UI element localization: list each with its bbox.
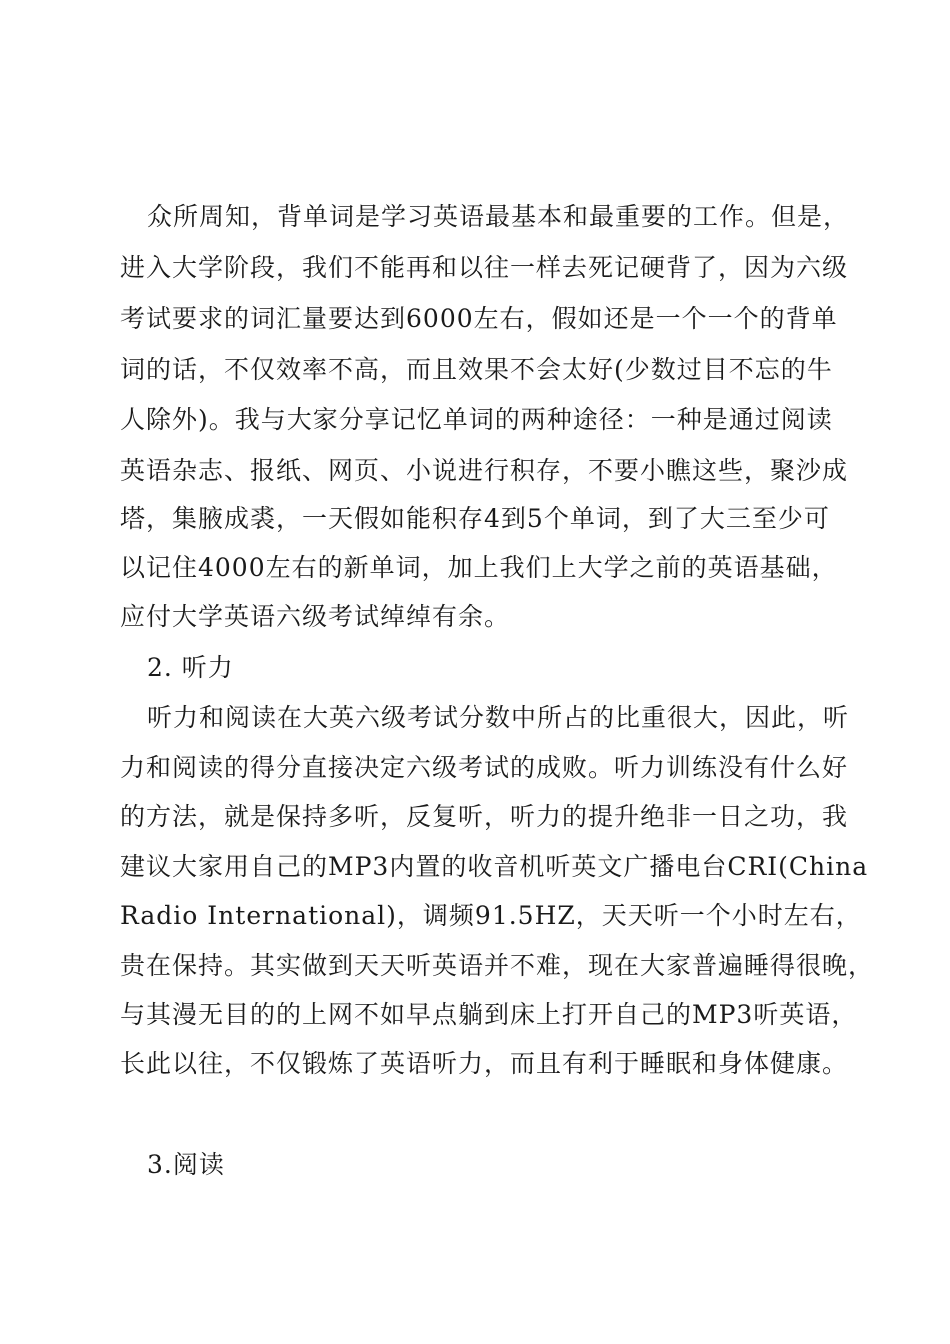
paragraph-vocab-line: 英语杂志、报纸、网页、小说进行积存，不要小瞧这些，聚沙成 xyxy=(120,456,849,485)
section-heading-reading: 3.阅读 xyxy=(147,1150,225,1179)
paragraph-listening-line: 建议大家用自己的MP3内置的收音机听英文广播电台CRI(China xyxy=(120,852,869,881)
paragraph-vocab-line: 应付大学英语六级考试绰绰有余。 xyxy=(120,602,511,631)
paragraph-vocab-line: 众所周知，背单词是学习英语最基本和最重要的工作。但是， xyxy=(147,202,850,231)
paragraph-vocab-line: 词的话，不仅效率不高，而且效果不会太好(少数过目不忘的牛 xyxy=(120,355,833,384)
paragraph-listening-line: 与其漫无目的的上网不如早点躺到床上打开自己的MP3听英语， xyxy=(120,1000,858,1029)
paragraph-vocab-line: 人除外)。我与大家分享记忆单词的两种途径：一种是通过阅读 xyxy=(120,405,833,434)
paragraph-listening-line: 听力和阅读在大英六级考试分数中所占的比重很大，因此，听 xyxy=(147,703,850,732)
paragraph-vocab-line: 塔，集腋成裘，一天假如能积存4到5个单词，到了大三至少可 xyxy=(120,504,830,533)
paragraph-listening-line: 长此以往，不仅锻炼了英语听力，而且有利于睡眠和身体健康。 xyxy=(120,1049,849,1078)
paragraph-vocab-line: 考试要求的词汇量要达到6000左右，假如还是一个一个的背单 xyxy=(120,304,838,333)
paragraph-listening-line: 的方法，就是保持多听，反复听，听力的提升绝非一日之功，我 xyxy=(120,802,849,831)
paragraph-listening-line: 贵在保持。其实做到天天听英语并不难，现在大家普遍睡得很晚， xyxy=(120,951,875,980)
paragraph-vocab-line: 以记住4000左右的新单词，加上我们上大学之前的英语基础， xyxy=(120,553,838,582)
paragraph-listening-line: 力和阅读的得分直接决定六级考试的成败。听力训练没有什么好 xyxy=(120,753,849,782)
paragraph-listening-line: Radio International)，调频91.5HZ，天天听一个小时左右， xyxy=(120,901,862,930)
paragraph-vocab-line: 进入大学阶段，我们不能再和以往一样去死记硬背了，因为六级 xyxy=(120,253,849,282)
section-heading-listening: 2. 听力 xyxy=(147,653,234,682)
